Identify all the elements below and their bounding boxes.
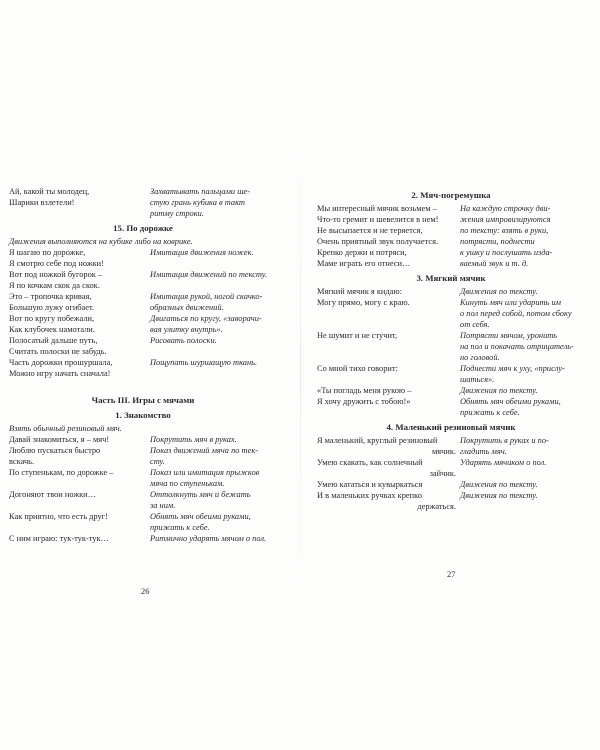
- section-1-title: 1. Знакомство: [115, 410, 171, 420]
- verse-text: [317, 330, 460, 341]
- action-text: [460, 203, 585, 269]
- action-text: [460, 396, 585, 418]
- verse-row: [317, 330, 585, 363]
- action-line: Движения по тексту.: [460, 480, 538, 489]
- left-page: [9, 186, 277, 544]
- verse-row: [9, 346, 277, 357]
- verse-row: [9, 434, 277, 445]
- verse-line: Шарики взлетели!: [9, 198, 75, 207]
- action-line: Обнять мяч обеими руками,: [460, 397, 561, 406]
- action-line: Ритмично ударять мячом о пол.: [150, 534, 267, 543]
- action-text: [460, 435, 585, 457]
- action-line: Имитация рукой, ногой скачко-: [150, 292, 263, 301]
- verse-line: Очень приятный звук получается.: [317, 237, 439, 246]
- action-line: от себя.: [460, 320, 490, 329]
- verse-row: [9, 269, 277, 291]
- verse-line: Я смотрю себе под ножки!: [9, 259, 104, 268]
- action-text: [150, 533, 275, 544]
- verse-line-continuation: держаться.: [417, 502, 456, 511]
- action-line: Покрутить мяч в руках.: [150, 435, 237, 444]
- action-line: за ним.: [150, 501, 176, 510]
- verse-line: «Ты погладь меня рукою –: [317, 386, 412, 395]
- action-line: Показ движений мяча по тек-: [150, 446, 259, 455]
- verse-text: [317, 203, 460, 269]
- verse-text: [317, 479, 460, 490]
- verse-text: [317, 363, 460, 374]
- action-text: [150, 247, 275, 258]
- verse-line: Маме играть его отнеси…: [317, 259, 411, 268]
- page-number-left: 26: [141, 587, 150, 596]
- left-top-block: [9, 186, 277, 219]
- action-line: Поднести мяч к уху, «прислу-: [460, 364, 565, 373]
- action-text: [150, 511, 275, 533]
- verse-line: По ступенькам, по дорожке –: [9, 468, 114, 477]
- action-line: Рисовать полоски.: [150, 336, 217, 345]
- verse-text: [317, 490, 460, 512]
- action-text: [150, 186, 275, 219]
- verse-row: [9, 511, 277, 533]
- action-line: прижать к себе.: [150, 523, 210, 532]
- action-line: образных движений.: [150, 303, 224, 312]
- action-line: вая улитку внутрь».: [150, 325, 223, 334]
- verse-row: [317, 385, 585, 396]
- verse-row: [317, 286, 585, 297]
- verse-line: Можно игру начать сначала!: [9, 369, 111, 378]
- section-3-rows: [317, 286, 585, 418]
- action-text: [460, 297, 585, 330]
- verse-line: Умею скакать, как солнечный: [317, 458, 423, 467]
- verse-line: Мягкий мячик я кидаю:: [317, 287, 402, 296]
- action-line: Движения по тексту.: [460, 491, 538, 500]
- verse-row: [9, 186, 277, 219]
- verse-line: Я маленький, круглый резиновый: [317, 436, 438, 445]
- section-2-title: 2. Мяч-погремушка: [411, 190, 491, 200]
- action-line: прижать к себе.: [460, 408, 520, 417]
- verse-row: [9, 313, 277, 324]
- verse-line: Крепко держи и потряси,: [317, 248, 407, 257]
- verse-line: Догоняют твои ножки…: [9, 490, 97, 499]
- verse-line: вскачь.: [9, 457, 35, 466]
- verse-line: Я шагаю по дорожке,: [9, 248, 86, 257]
- action-line: к ушку и послушать изда-: [460, 248, 553, 257]
- section-1-rows: [9, 434, 277, 544]
- section-15-rows: [9, 247, 277, 379]
- action-text: [460, 457, 585, 468]
- action-line: Имитация движений по тексту.: [150, 270, 268, 279]
- verse-text: [9, 291, 150, 313]
- verse-text: [9, 511, 150, 522]
- verse-row: [9, 247, 277, 269]
- action-line: Оттолкнуть мяч и бежать: [150, 490, 251, 499]
- verse-text: [9, 269, 150, 291]
- action-line: о пол перед собой, потом сбоку: [460, 309, 572, 318]
- action-line: Показ или имитация прыжков: [150, 468, 260, 477]
- action-line: Захватывать пальцами ше-: [150, 187, 251, 196]
- verse-line: Ай, какой ты молодец,: [9, 187, 90, 196]
- verse-text: [9, 434, 150, 445]
- verse-row: [317, 396, 585, 418]
- action-line: Имитация движения ножек.: [150, 248, 254, 257]
- verse-text: [317, 297, 460, 308]
- verse-row: [317, 457, 585, 479]
- verse-row: [9, 489, 277, 511]
- verse-text: [9, 533, 150, 544]
- action-text: [150, 467, 275, 489]
- action-line: стую грань кубика в такт: [150, 198, 245, 207]
- action-line: ритму строки.: [150, 209, 204, 218]
- verse-text: [9, 313, 150, 324]
- verse-line: Мы интересный мячик возьмем –: [317, 204, 437, 213]
- verse-row: [317, 363, 585, 385]
- verse-row: [317, 490, 585, 512]
- action-text: [460, 490, 585, 501]
- verse-line: Что-то гремит и шевелится в нем!: [317, 215, 439, 224]
- action-text: [150, 357, 275, 368]
- action-line: Покрутить в руках и по-: [460, 436, 549, 445]
- action-line: но головой.: [460, 353, 500, 362]
- verse-line: Часть дорожки прошуршала,: [9, 358, 113, 367]
- action-line: жения импровизируются: [460, 215, 551, 224]
- action-line: гладить мяч.: [460, 447, 507, 456]
- verse-line: И в маленьких ручках крепко: [317, 491, 422, 500]
- verse-line: Вот по кругу побежали,: [9, 314, 95, 323]
- action-line: Пощупать шуршащую ткань.: [150, 358, 258, 367]
- action-text: [460, 385, 585, 396]
- action-line: Кинуть мяч или ударить им: [460, 298, 561, 307]
- verse-row: [317, 203, 585, 269]
- verse-line: Как клубочек намотали.: [9, 325, 95, 334]
- section-15-note: Движения выполняются на кубике либо на коврике.: [9, 237, 193, 246]
- section-1-note: Взять обычный резиновый мяч.: [9, 424, 122, 433]
- verse-line: Полосатый дальше путь,: [9, 336, 98, 345]
- verse-row: [9, 357, 277, 379]
- verse-line: Люблю пускаться быстро: [9, 446, 101, 455]
- verse-text: [9, 186, 150, 208]
- verse-line: Я хочу дружить с тобою!»: [317, 397, 411, 406]
- verse-text: [9, 324, 150, 335]
- action-line: Ударять мячиком о пол.: [460, 458, 547, 467]
- action-text: [150, 269, 275, 280]
- verse-row: [9, 324, 277, 335]
- action-line: Двигаться по кругу, «заворачи-: [150, 314, 262, 323]
- action-line: Обнять мяч обеими руками,: [150, 512, 251, 521]
- verse-line: Давай знакомиться, я – мяч!: [9, 435, 110, 444]
- verse-line: Это – тропочка кривая,: [9, 292, 92, 301]
- verse-line: Не высыпается и не теряется,: [317, 226, 423, 235]
- action-line: Движения по тексту.: [460, 386, 538, 395]
- verse-line: Не шумит и не стучит,: [317, 331, 398, 340]
- action-text: [150, 291, 275, 313]
- action-line: ваемый звук и т. д.: [460, 259, 529, 268]
- section-2-rows: [317, 203, 585, 269]
- action-line: сту.: [150, 457, 165, 466]
- verse-row: [9, 533, 277, 544]
- action-text: [150, 335, 275, 346]
- verse-text: [9, 346, 150, 357]
- action-text: [460, 363, 585, 385]
- verse-row: [317, 297, 585, 330]
- verse-row: [9, 445, 277, 467]
- verse-line: Я по кочкам скок да скок.: [9, 281, 100, 290]
- action-text: [150, 489, 275, 511]
- verse-line: Большую лужу огибает.: [9, 303, 95, 312]
- action-line: на пол и покачать отрицатель-: [460, 342, 574, 351]
- verse-row: [9, 291, 277, 313]
- action-text: [460, 479, 585, 490]
- verse-text: [317, 286, 460, 297]
- right-page: [317, 186, 585, 512]
- section-15-title: 15. По дорожке: [113, 223, 173, 233]
- action-text: [460, 330, 585, 363]
- action-text: [150, 313, 275, 324]
- verse-text: [9, 445, 150, 467]
- verse-row: [9, 467, 277, 489]
- verse-line: Как приятно, что есть друг!: [9, 512, 108, 521]
- action-line: мяча по ступенькам.: [150, 479, 225, 488]
- action-line: Потрясти мячом, уронить: [460, 331, 558, 340]
- action-line: шаться».: [460, 375, 495, 384]
- verse-row: [317, 435, 585, 457]
- verse-line-continuation: мячик.: [431, 447, 456, 456]
- verse-line: Могу прямо, могу с краю.: [317, 298, 410, 307]
- part-3-title: Часть III. Игры с мячами: [91, 395, 195, 405]
- verse-text: [9, 489, 150, 500]
- verse-row: [9, 335, 277, 346]
- verse-line: Со мной тихо говорит:: [317, 364, 398, 373]
- verse-line: Считать полоски не забудь.: [9, 347, 107, 356]
- section-4-rows: [317, 435, 585, 512]
- verse-line: Вот под ножкой бугорок –: [9, 270, 103, 279]
- verse-text: [317, 435, 460, 457]
- action-line: потрясти, поднести: [460, 237, 535, 246]
- verse-text: [9, 335, 150, 346]
- action-text: [150, 445, 275, 467]
- action-text: [150, 324, 275, 335]
- section-4-title: 4. Маленький резиновый мячик: [386, 422, 516, 432]
- verse-text: [9, 247, 150, 269]
- section-3-title: 3. Мягкий мячик: [416, 273, 486, 283]
- action-line: по тексту: взять в руки,: [460, 226, 549, 235]
- action-line: Движения по тексту.: [460, 287, 538, 296]
- verse-line-continuation: зайчик.: [429, 469, 456, 478]
- page-gutter: [300, 150, 301, 590]
- action-line: На каждую строчку дви-: [460, 204, 551, 213]
- page-number-right: 27: [447, 570, 456, 579]
- action-text: [150, 434, 275, 445]
- verse-text: [9, 467, 150, 478]
- action-text: [460, 286, 585, 297]
- verse-line: Умею кататься и кувыркаться: [317, 480, 423, 489]
- verse-text: [317, 457, 460, 479]
- verse-text: [317, 396, 460, 407]
- verse-row: [317, 479, 585, 490]
- verse-text: [317, 385, 460, 396]
- verse-text: [9, 357, 150, 379]
- verse-line: С ним играю: тук-тук-тук…: [9, 534, 109, 543]
